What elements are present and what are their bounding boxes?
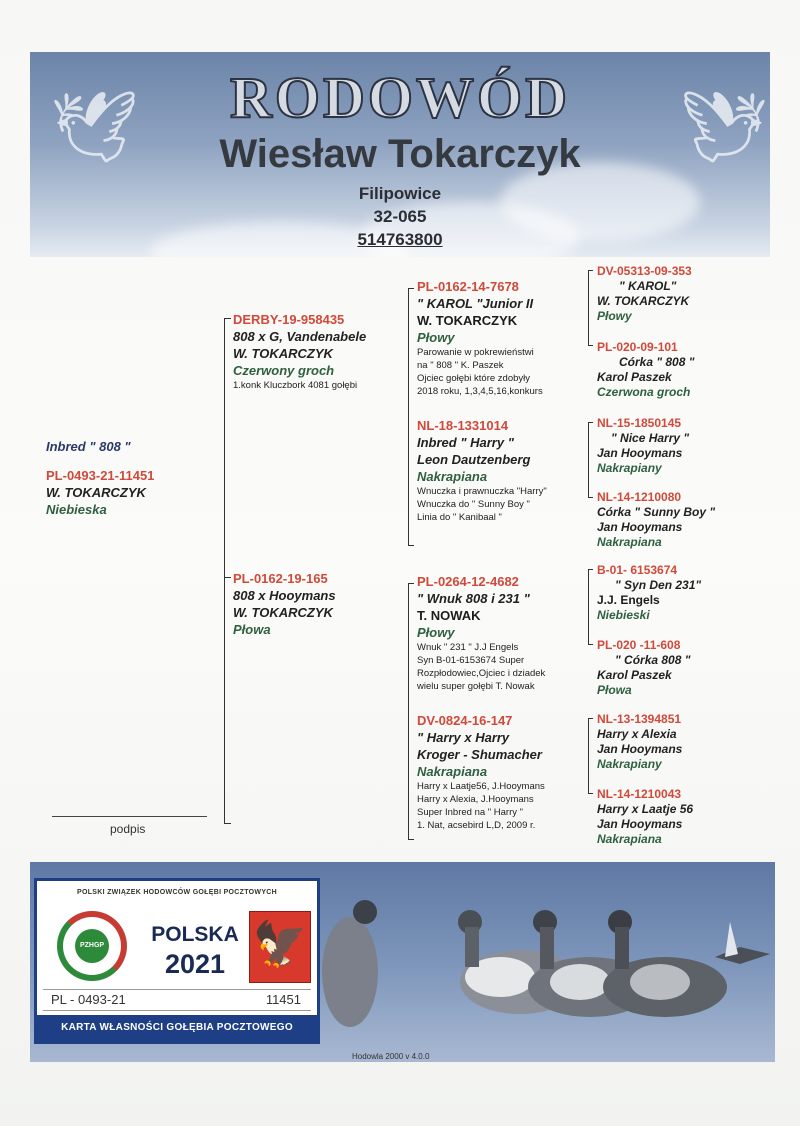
great-grandparent [597, 264, 772, 324]
grandparent-note: Harry x Alexia, J.Hooymans [417, 794, 534, 805]
signature-label: podpis [110, 822, 146, 836]
gg-name: Córka " Sunny Boy " [597, 505, 716, 519]
pigeons-illustration [320, 882, 775, 1062]
bracket-line [224, 318, 231, 319]
gg-ring: B-01- 6153674 [597, 563, 678, 577]
grandparent-name: " Wnuk 808 i 231 " [417, 591, 530, 606]
gg-ring: PL-020 -11-608 [597, 638, 681, 652]
gg-breeder: Karol Paszek [597, 668, 672, 682]
grandparent-color: Płowy [417, 330, 455, 345]
grandparent-note: Rozpłodowiec,Ojciec i dziadek [417, 668, 546, 679]
grandparent-note: Wnuczka i prawnuczka "Harry" [417, 486, 547, 497]
subject-bird [46, 438, 154, 518]
grandparent-breeder: Kroger - Shumacher [417, 747, 542, 762]
grandparent-breeder: W. TOKARCZYK [417, 313, 518, 328]
gg-color: Czerwona groch [597, 385, 691, 399]
bracket-line [588, 569, 593, 570]
parent-breeder: W. TOKARCZYK [233, 605, 333, 620]
card-ring-right: 11451 [265, 992, 301, 1007]
grandparent [417, 712, 587, 832]
software-version: Hodowla 2000 v 4.0.0 [352, 1052, 430, 1061]
parent-color: Czerwony groch [233, 363, 335, 378]
grandparent-note: na " 808 " K. Paszek [417, 360, 504, 371]
bracket-line [224, 318, 225, 824]
great-grandparent [597, 490, 772, 550]
grandparent-name: Inbred " Harry " [417, 435, 514, 450]
grandparent-ring: PL-0162-14-7678 [417, 279, 519, 294]
grandparent-note: Wnuk " 231 " J.J Engels [417, 642, 519, 653]
gg-color: Płowy [597, 309, 632, 323]
grandparent-breeder: Leon Dautzenberg [417, 452, 531, 467]
parent-color: Płowa [233, 622, 271, 637]
subject-color: Niebieska [46, 502, 107, 517]
gg-ring: DV-05313-09-353 [597, 264, 692, 278]
gg-name: Harry x Alexia [597, 727, 677, 741]
card-title: KARTA WŁASNOŚCI GOŁĘBIA POCZTOWEGO [37, 1015, 317, 1041]
gg-color: Płowa [597, 683, 632, 697]
pzhgp-logo-text: PZHGP [75, 929, 109, 963]
bracket-line [408, 583, 409, 840]
bracket-line [224, 577, 231, 578]
gg-name: " KAROL" [619, 279, 677, 293]
bracket-line [588, 793, 593, 794]
grandparent-note: 1. Nat, acsebird L,D, 2009 r. [417, 820, 536, 831]
ownership-card [34, 878, 320, 1044]
grandparent-breeder: T. NOWAK [417, 608, 481, 623]
bracket-line [588, 422, 589, 497]
owner-name: Wiesław Tokarczyk [219, 132, 581, 176]
grandparent-note: Parowanie w pokrewieństwi [417, 347, 534, 358]
gg-breeder: Jan Hooymans [597, 446, 683, 460]
grandparent-note: Syn B-01-6153674 Super [417, 655, 525, 666]
parent-ring: DERBY-19-958435 [233, 312, 345, 327]
bracket-line [588, 270, 589, 345]
gg-breeder: Jan Hooymans [597, 817, 683, 831]
subject-note: Inbred " 808 " [46, 439, 131, 454]
grandparent-note: Ojciec gołębi które zdobyły [417, 373, 530, 384]
bracket-line [408, 288, 409, 546]
gg-name: " Syn Den 231" [615, 578, 702, 592]
bracket-line [588, 569, 589, 644]
gg-breeder: J.J. Engels [597, 593, 660, 607]
gg-ring: NL-15-1850145 [597, 416, 682, 430]
grandparent-note: Linia do " Kanibaal " [417, 512, 502, 523]
great-grandparent [597, 638, 772, 698]
grandparent-ring: NL-18-1331014 [417, 418, 509, 433]
card-ring-left: PL - 0493-21 [51, 992, 126, 1007]
gg-color: Nakrapiana [597, 832, 662, 846]
grandparent-color: Nakrapiana [417, 764, 488, 779]
gg-color: Nakrapiana [597, 535, 662, 549]
owner-phone: 514763800 [357, 230, 443, 249]
subject-ring: PL-0493-21-11451 [46, 468, 155, 483]
gg-name: Harry x Laatje 56 [597, 802, 694, 816]
parent-sire [233, 311, 408, 392]
signature-line [52, 816, 207, 817]
bracket-line [408, 288, 414, 289]
gg-breeder: W. TOKARCZYK [597, 294, 690, 308]
owner-city: Filipowice [358, 184, 442, 203]
parent-dam [233, 570, 408, 638]
parent-note: 1.konk Kluczbork 4081 gołębi [233, 380, 358, 391]
bracket-line [588, 644, 593, 645]
gg-color: Nakrapiany [597, 757, 662, 771]
bracket-line [588, 345, 593, 346]
card-ring-number [43, 989, 311, 1011]
great-grandparent [597, 787, 772, 847]
grandparent-note: Wnuczka do " Sunny Boy " [417, 499, 530, 510]
grandparent [417, 573, 587, 693]
parent-ring: PL-0162-19-165 [233, 571, 328, 586]
great-grandparent [597, 340, 772, 400]
grandparent-name: " Harry x Harry [417, 730, 510, 745]
gg-ring: PL-020-09-101 [597, 340, 678, 354]
great-grandparent [597, 416, 772, 476]
bracket-line [408, 839, 414, 840]
gg-name: " Nice Harry " [611, 431, 690, 445]
grandparent [417, 417, 587, 524]
bracket-line [224, 823, 231, 824]
page-title: RODOWÓD [230, 65, 570, 130]
bracket-line [588, 718, 589, 793]
gg-breeder: Jan Hooymans [597, 742, 683, 756]
footer-banner [30, 862, 775, 1062]
card-year: 2021 [164, 949, 226, 979]
pigeon-left-icon: 🕊 [50, 88, 139, 166]
gg-color: Niebieski [597, 608, 650, 622]
header-banner [30, 52, 770, 257]
bracket-line [588, 270, 593, 271]
pzhgp-logo-icon [57, 911, 127, 981]
card-association: POLSKI ZWIĄZEK HODOWCÓW GOŁĘBI POCZTOWYCH [77, 889, 277, 896]
bracket-line [588, 422, 593, 423]
gg-breeder: Jan Hooymans [597, 520, 683, 534]
parent-breeder: W. TOKARCZYK [233, 346, 333, 361]
gg-name: " Córka 808 " [615, 653, 691, 667]
bracket-line [408, 583, 414, 584]
owner-postal: 32-065 [373, 207, 427, 226]
grandparent-note: Super Inbred na " Harry " [417, 807, 524, 818]
parent-name: 808 x G, Vandenabele [233, 329, 367, 344]
grandparent-color: Nakrapiana [417, 469, 488, 484]
parent-name: 808 x Hooymans [233, 588, 336, 603]
grandparent-ring: PL-0264-12-4682 [417, 574, 519, 589]
gg-ring: NL-13-1394851 [597, 712, 682, 726]
gg-ring: NL-14-1210043 [597, 787, 682, 801]
card-country: POLSKA [151, 923, 239, 946]
grandparent-ring: DV-0824-16-147 [417, 713, 513, 728]
grandparent [417, 278, 587, 398]
great-grandparent [597, 712, 772, 772]
grandparent-name: " KAROL "Junior II [417, 296, 534, 311]
grandparent-note: wielu super gołębi T. Nowak [417, 681, 535, 692]
gg-name: Córka " 808 " [619, 355, 695, 369]
pigeon-right-icon: 🕊 [680, 88, 769, 166]
polish-eagle-emblem-icon: 🦅 [249, 911, 311, 983]
grandparent-color: Płowy [417, 625, 455, 640]
bracket-line [588, 718, 593, 719]
grandparent-note: 2018 roku, 1,3,4,5,16,konkurs [417, 386, 543, 397]
gg-breeder: Karol Paszek [597, 370, 672, 384]
bracket-line [408, 545, 414, 546]
grandparent-note: Harry x Laatje56, J.Hooymans [417, 781, 545, 792]
gg-ring: NL-14-1210080 [597, 490, 682, 504]
gg-color: Nakrapiany [597, 461, 662, 475]
bracket-line [588, 497, 593, 498]
subject-breeder: W. TOKARCZYK [46, 485, 146, 500]
great-grandparent [597, 563, 772, 623]
